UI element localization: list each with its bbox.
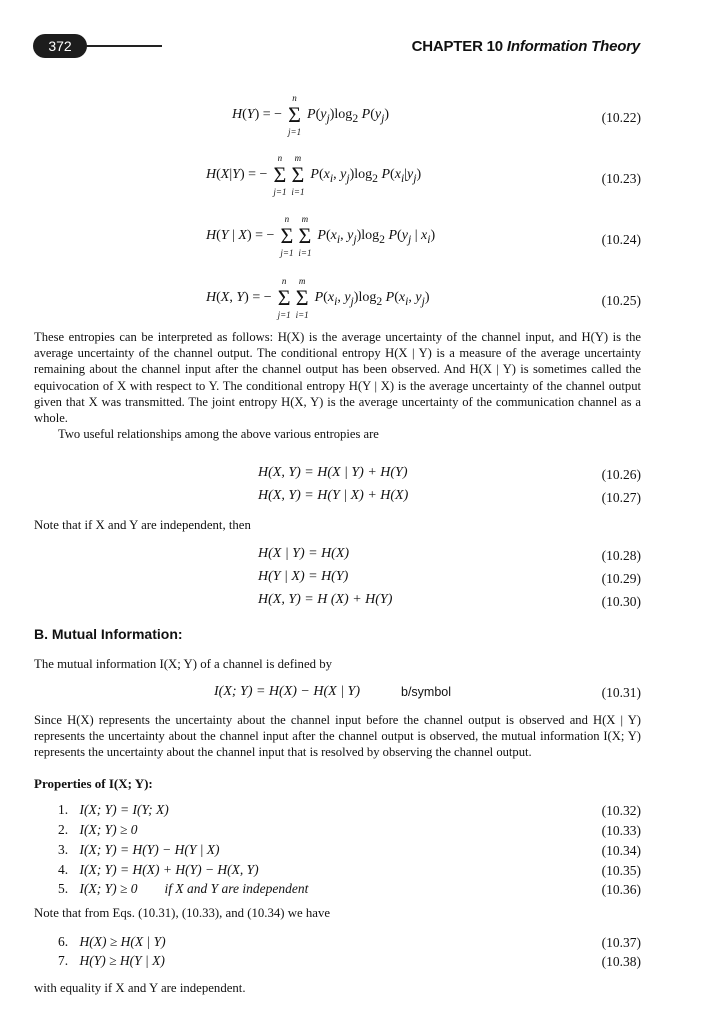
paragraph-mutual-information: Since H(X) represents the uncertainty about the channel input before the channel output is observed and H(X | Y) represents the uncertainty about the channel input after the channel output is observed, the mutual information I(X; Y) represents the uncertainty about the channel input that is resolved by observing the channel output. bbox=[34, 713, 641, 760]
equation-entropy-y: H(Y) = − n Σ j=1 $P(y_j)\log_2$ $P(y_j)$ bbox=[232, 93, 390, 137]
eq-number: (10.25) bbox=[601, 293, 641, 308]
property-item bbox=[58, 953, 165, 969]
property-item bbox=[58, 822, 138, 838]
equation-independent: H(Y | X) = H(Y) bbox=[258, 569, 349, 584]
mutual-information-definition: The mutual information I(X; Y) of a channel is defined by bbox=[34, 657, 333, 671]
eq-number: (10.28) bbox=[601, 548, 641, 563]
property-index: 7. bbox=[58, 953, 69, 968]
eq-number: (10.22) bbox=[601, 110, 641, 125]
eq-number: (10.38) bbox=[601, 954, 641, 969]
page-number-badge bbox=[33, 34, 87, 58]
property-expr: I(X; Y) = H(X) + H(Y) − H(X, Y) bbox=[79, 862, 259, 877]
property-item bbox=[58, 862, 259, 878]
property-expr: I(X; Y) = H(Y) − H(Y | X) bbox=[79, 842, 220, 857]
section-heading: B. Mutual Information: bbox=[34, 626, 183, 642]
unit-label: b/symbol bbox=[401, 685, 452, 699]
property-item bbox=[58, 881, 308, 897]
property-expr: I(X; Y) ≥ 0 bbox=[79, 822, 138, 837]
chapter-label: CHAPTER 10 bbox=[411, 38, 503, 55]
equation-relation: H(X, Y) = H(Y | X) + H(X) bbox=[258, 488, 409, 503]
eq-number: (10.31) bbox=[601, 685, 641, 700]
equations-note: Note that from Eqs. (10.31), (10.33), and (10.34) we have bbox=[34, 906, 331, 920]
property-index: 5. bbox=[58, 881, 69, 896]
eq-number: (10.26) bbox=[601, 467, 641, 482]
eq-number: (10.27) bbox=[601, 490, 641, 505]
property-index: 3. bbox=[58, 842, 69, 857]
property-index: 2. bbox=[58, 822, 69, 837]
equation-entropy-y-given-x: H(Y | X) = − n Σ j=1 m Σ i=1 $P(x_i$, $y_j)\log_2$ $P(y_j$ | $x_i$) bbox=[206, 214, 436, 258]
header-rule bbox=[86, 45, 162, 47]
property-index: 1. bbox=[58, 802, 69, 817]
eq-number: (10.33) bbox=[601, 823, 641, 838]
eq-number: (10.34) bbox=[601, 843, 641, 858]
property-index: 4. bbox=[58, 862, 69, 877]
eq-number: (10.37) bbox=[601, 935, 641, 950]
equation-joint-entropy: H(X, Y) = − n Σ j=1 m Σ i=1 $P(x_i$, $y_j)\log_2$ $P(x_i$, $y_j$) bbox=[206, 276, 430, 320]
property-item bbox=[58, 802, 169, 818]
property-expr: I(X; Y) = I(Y; X) bbox=[79, 802, 169, 817]
closing-text: with equality if X and Y are independent. bbox=[34, 981, 246, 995]
equation-relation: H(X, Y) = H(X | Y) + H(Y) bbox=[258, 465, 408, 480]
page-number: 372 bbox=[48, 38, 72, 54]
property-item bbox=[58, 934, 166, 950]
equation-entropy-x-given-y: H(X|Y) = − n Σ j=1 m Σ i=1 $P(x_i$, $y_j)\log_2$ $P(x_i|y_j)$ bbox=[206, 153, 422, 197]
eq-number: (10.35) bbox=[601, 863, 641, 878]
eq-number: (10.24) bbox=[601, 232, 641, 247]
property-expr: H(X) ≥ H(X | Y) bbox=[79, 934, 166, 949]
eq-number: (10.32) bbox=[601, 803, 641, 818]
paragraph-entropies: These entropies can be interpreted as follows: H(X) is the average uncertainty of the channel input, and H(Y) is the average uncertainty of the channel output. The conditional entropy H(X | Y) is a measure of the average uncertainty remaining about the channel input after the channel output has been observed. And H(X | Y) is sometimes called the equivocation of X with respect to Y. The conditional entropy H(Y | X) is the average uncertainty of the channel output given that X was transmitted. The joint entropy H(X, Y) is the average uncertainty of the communication channel as a whole. bbox=[34, 330, 641, 426]
running-header bbox=[412, 38, 640, 55]
property-item bbox=[58, 842, 220, 858]
eq-number: (10.29) bbox=[601, 571, 641, 586]
eq-number: (10.36) bbox=[601, 882, 641, 897]
property-expr: H(Y) ≥ H(Y | X) bbox=[79, 953, 165, 968]
equation-independent: H(X, Y) = H (X) + H(Y) bbox=[258, 592, 393, 607]
property-index: 6. bbox=[58, 934, 69, 949]
property-expr: I(X; Y) ≥ 0 if X and Y are independent bbox=[79, 881, 309, 896]
eq-number: (10.23) bbox=[601, 171, 641, 186]
equation-independent: H(X | Y) = H(X) bbox=[258, 546, 350, 561]
eq-number: (10.30) bbox=[601, 594, 641, 609]
independence-note: Note that if X and Y are independent, then bbox=[34, 518, 251, 532]
equation-mutual-information: I(X; Y) = H(X) − H(X | Y) bbox=[214, 684, 360, 699]
chapter-title: Information Theory bbox=[506, 38, 640, 55]
paragraph-relationships: Two useful relationships among the above various entropies are bbox=[58, 427, 379, 441]
properties-heading: Properties of I(X; Y): bbox=[34, 776, 153, 791]
